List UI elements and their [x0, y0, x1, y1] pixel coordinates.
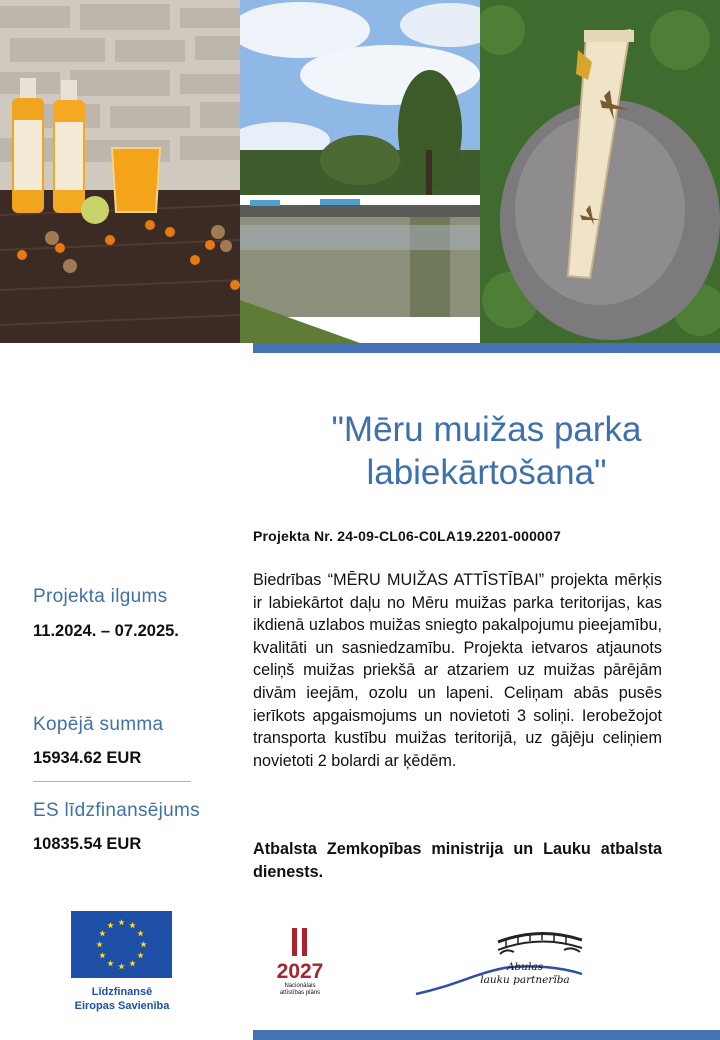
project-number: Projekta Nr. 24-09-CL06-C0LA19.2201-000007 [253, 528, 562, 544]
nap-caption [262, 983, 338, 997]
photo-strip [0, 0, 720, 343]
nap-caption-line1: Nacionālais [284, 983, 316, 989]
eu-caption-line2: Eiropas Savienība [74, 1000, 170, 1012]
project-description: Biedrības “MĒRU MUIŽAS ATTĪSTĪBAI” projekta mērķis ir labiekārtot daļu no Mēru muižas parka teritorijas, kas ikdienā uzlabos muižas sniegto pakalpojumu pieejamību, kvalitāti un sasniedzamību. Projekta ietvaros atjaunots celiņš muižas priekšā ar atzariem uz muižas pārējām divām ieejām, ozolu un lapeni. Celiņam abās pusēs ierīkots apgaismojums un novietoti 3 soliņi. Ierobežojot transporta kustību muižas teritorijā, uz gājēju celiņiem novietoti 2 bolardi ar ķēdēm. [253, 571, 662, 770]
eu-cofinancing-label: ES līdzfinansējums [33, 800, 200, 821]
abula-line1: Abulas [506, 961, 544, 973]
park-pond-photo [240, 0, 480, 343]
nap-caption-line2: attīstības plāns [279, 990, 321, 996]
duration-label: Projekta ilgums [33, 586, 168, 607]
eu-caption-line1: Līdzfinansē [91, 986, 153, 998]
total-sum-label: Kopējā summa [33, 714, 164, 735]
project-title: "Mēru muižas parka labiekārtošana" [331, 410, 642, 492]
accent-bar-bottom [253, 1030, 720, 1040]
support-statement: Atbalsta Zemkopības ministrija un Lauku atbalsta dienests. [253, 840, 662, 881]
kokle-on-stone-photo [480, 0, 720, 343]
juice-bottles-photo [0, 0, 240, 343]
sidebar-divider [33, 781, 191, 782]
abula-line2: lauku partnerība [480, 974, 570, 986]
eu-caption [60, 985, 184, 1013]
eu-cofinancing-value: 10835.54 EUR [33, 835, 142, 853]
abula-text [460, 961, 590, 987]
eu-flag-icon [71, 911, 172, 978]
accent-bar-top [253, 343, 720, 353]
total-sum-value: 15934.62 EUR [33, 749, 142, 767]
duration-value: 11.2024. – 07.2025. [33, 622, 179, 640]
nap-year-text: 2027 [276, 960, 324, 983]
